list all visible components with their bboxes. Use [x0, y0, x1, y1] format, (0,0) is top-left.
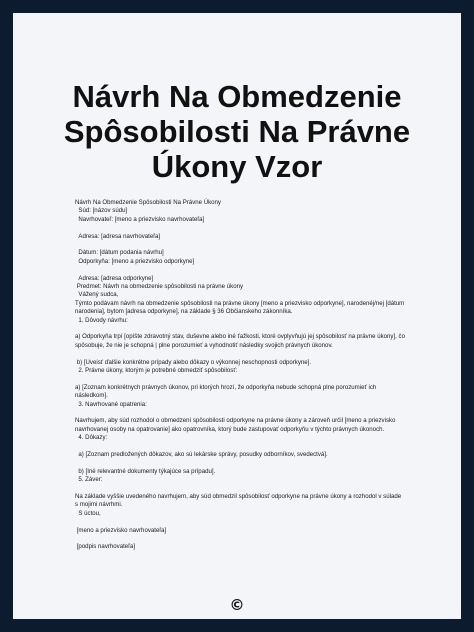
document-line: Adresa: [adresa odporkyne] [75, 274, 154, 282]
document-line: S úctou, [75, 509, 101, 517]
document-line [75, 485, 405, 493]
document-page [13, 13, 461, 619]
document-line [75, 325, 405, 333]
document-line: Dátum: [dátum podania návrhu] [75, 249, 164, 257]
title-line: Úkony Vzor [151, 149, 323, 185]
document-line [75, 350, 405, 358]
document-line: a) [Zoznam konkrétnych právnych úkonov, pri ktorých hrozí, že odporkyňa nebude schopná plne porozumieť ich následkom]. [75, 383, 378, 400]
document-line: Navrhovateľ: [meno a priezvisko navrhovateľa] [75, 215, 205, 223]
document-line [75, 266, 405, 274]
document-line: b) [Iné relevantné dokumenty týkajúce sa prípadu]. [75, 467, 216, 475]
document-line [75, 241, 405, 249]
document-line: Týmto podávam návrh na obmedzenie spôsobilosti na právne úkony [meno a priezvisko odporkyne], narodenéj/nej [dátum narodenia], bytom [adresa odporkyne], na základe § 36 Občianskeho zákonníka. [75, 299, 406, 316]
document-line: Na základe vyššie uvedeného navrhujem, aby súd obmedzil spôsobilosť odporkyne na právne úkony a rozhodol v súlade s mojimi návrhmi. [75, 493, 403, 509]
title-line: Návrh Na Obmedzenie [72, 79, 402, 114]
document-line [75, 459, 405, 467]
document-line: 2. Právne úkony, ktorým je potrebné obmedziť spôsobilosť: [75, 367, 238, 375]
document-line: a) [Zoznam predložených dôkazov, ako sú lekárske správy, posudky odborníkov, svedectvá]. [75, 451, 328, 459]
document-line [75, 518, 405, 526]
document-line [75, 409, 405, 417]
document-line: Navrhujem, aby súd rozhodol o obmedzení spôsobilosti odporkyne na právne úkony a zároveň určil [meno a priezvisko navrhovanej osoby na opatrovanie] ako opatrovníka, ktorý bude zastupovať odporkyňu v týchto právnych úkonoch. [75, 417, 398, 433]
document-line [75, 224, 405, 232]
page-title [13, 79, 461, 184]
document-line: 1. Dôvody návrhu: [75, 316, 128, 324]
document-line: Vážený sudca, [75, 291, 119, 299]
document-line [75, 535, 405, 543]
document-line: Súd: [názov súdu] [75, 207, 128, 215]
document-line [75, 443, 405, 451]
document-line: 3. Navrhované opatrenia: [75, 400, 147, 408]
document-line: Odporkyňa: [meno a priezvisko odporkyne] [75, 257, 195, 265]
document-line: Predmet: Návrh na obmedzenie spôsobilosti na právne úkony [75, 283, 244, 291]
document-line: [meno a priezvisko navrhovateľa] [75, 526, 167, 534]
document-line [75, 375, 405, 383]
document-line: [podpis navrhovateľa] [75, 543, 136, 551]
title-line: Spôsobilosti Na Právne [63, 114, 411, 150]
document-line: 4. Dôkazy: [75, 434, 108, 442]
copyright-icon: © [229, 596, 245, 614]
document-line: Návrh Na Obmedzenie Spôsobilosti Na Právne Úkony [75, 199, 221, 206]
document-body [75, 199, 405, 552]
document-line: 5. Záver: [75, 476, 103, 484]
document-line: a) Odporkyňa trpí [opíšte zdravotný stav, duševne alebo iné ťažkosti, ktoré ovplyvňujú jej spôsobilosť na právne úkony], čo spôsobuje, že nie je schopná | plne porozumieť a vyhodnotiť následky svojich právnych úkonov. [75, 333, 407, 349]
document-line: b) [Uveisť ďalšie konkrétne prípady alebo dôkazy o výkonnej neschopnosti odporkyne]. [75, 358, 312, 366]
document-line: Adresa: [adresa navrhovateľa] [75, 232, 161, 240]
